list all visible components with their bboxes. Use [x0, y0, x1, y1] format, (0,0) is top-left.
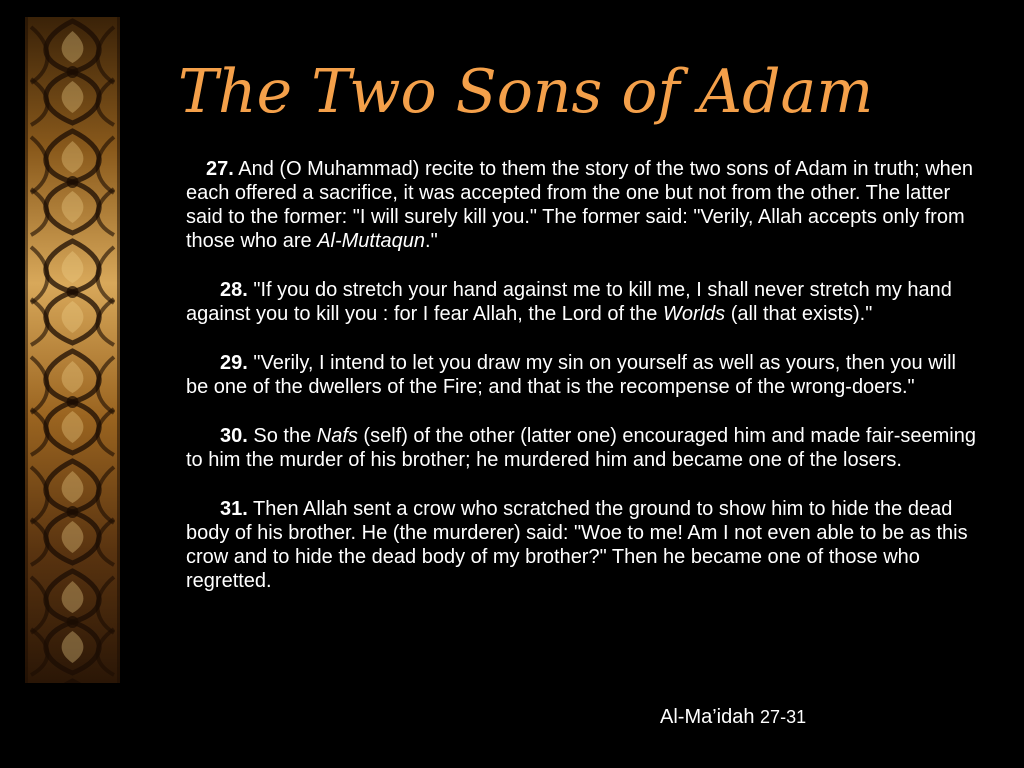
verse-term: Al-Muttaqun [317, 230, 426, 252]
verse-31 [186, 497, 976, 593]
verse-27 [186, 157, 976, 253]
verse-text: ." [425, 230, 438, 252]
source-citation [660, 705, 806, 729]
verse-list [186, 157, 976, 593]
verse-term: Worlds [662, 303, 726, 325]
verse-number: 30. [220, 425, 248, 447]
source-surah: Al-Ma’idah [660, 706, 755, 728]
verse-29 [186, 351, 976, 399]
verse-text: (self) of the other (latter one) encouraged him and made fair-seeming to him the murder of his brother; he murdered him and became one of the losers. [186, 425, 976, 471]
verse-28 [186, 278, 976, 326]
slide-title: The Two Sons of Adam [178, 57, 874, 127]
verse-text: (all that exists)." [725, 303, 873, 325]
verse-text: "If you do stretch your hand against me to kill me, I shall never stretch my hand against you to kill you : for I fear Allah, the Lord of the [186, 279, 952, 325]
verse-text: And (O Muhammad) recite to them the story of the two sons of Adam in truth; when each offered a sacrifice, it was accepted from the one but not from the other. The latter said to the former: "I will surely kill you." The former said: "Verily, Allah accepts only from those who are [186, 158, 974, 252]
ornament-band [25, 17, 120, 683]
verse-term: Nafs [316, 425, 358, 447]
verse-30 [186, 424, 976, 472]
verse-text: So the [247, 425, 317, 447]
verse-number: 31. [220, 498, 248, 520]
verse-text: Then Allah sent a crow who scratched the ground to show him to hide the dead body of his brother. He (the murderer) said: "Woe to me! Am I not even able to be as this crow and to hide the dead body of my brother?" Then he became one of those who regretted. [186, 498, 968, 592]
verse-number: 28. [220, 279, 248, 301]
verse-text: "Verily, I intend to let you draw my sin on yourself as well as yours, then you will be one of the dwellers of the Fire; and that is the recompense of the wrong-doers." [186, 352, 956, 398]
verse-number: 27. [206, 158, 234, 180]
verse-number: 29. [220, 352, 248, 374]
arabesque-pattern [25, 17, 120, 683]
source-verses: 27-31 [760, 707, 807, 727]
